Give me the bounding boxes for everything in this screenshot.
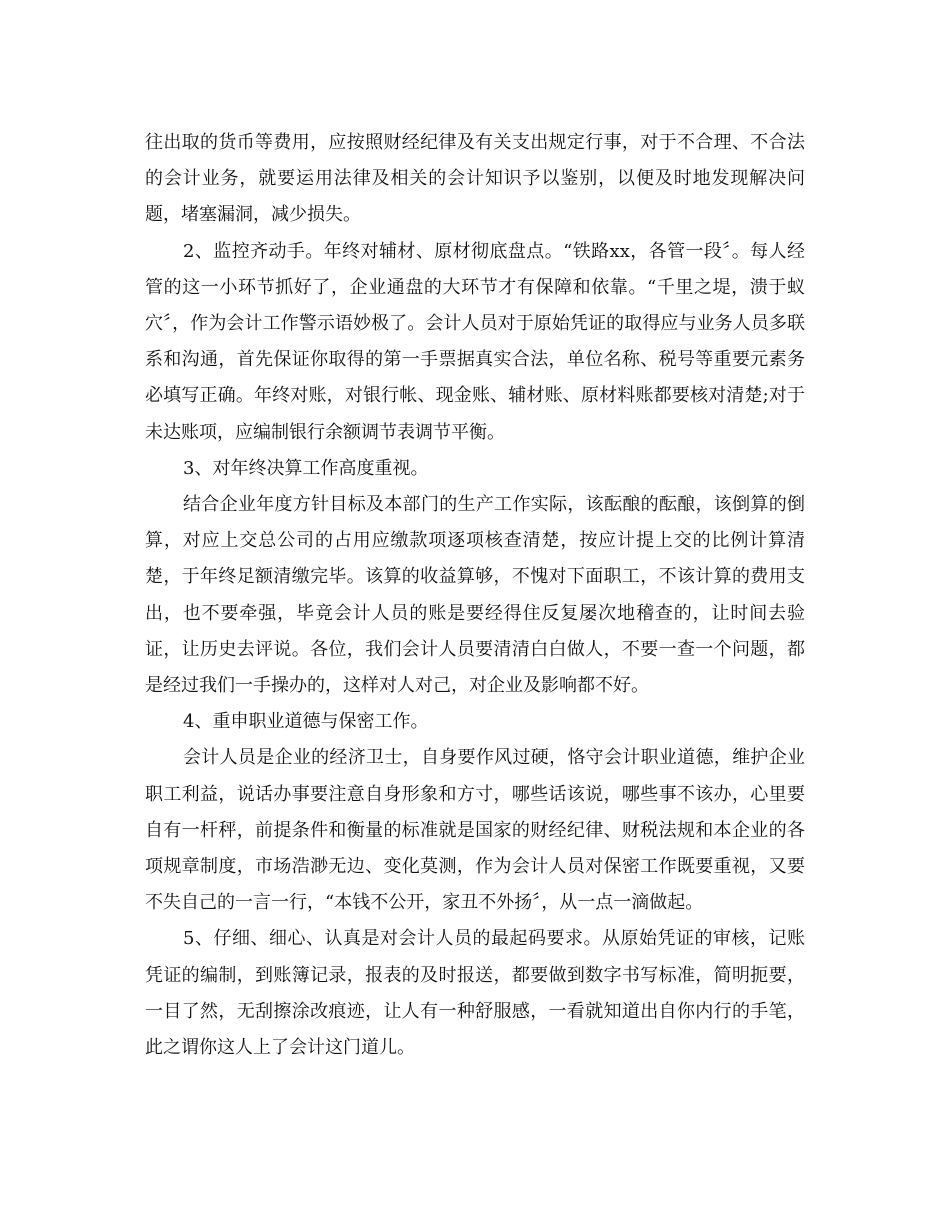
document-body: [145, 125, 805, 1066]
paragraph-item-5: 5、仔细、细心、认真是对会计人员的最起码要求。从原始凭证的审核，记账凭证的编制，到账簿记录，报表的及时报送，都要做到数字书写标准，简明扼要，一目了然，无刮擦涂改痕迹，让人有一种舒服感，一看就知道出自你内行的手笔，此之谓你这人上了会计这门道儿。: [145, 928, 805, 1059]
paragraph-item-2: 2、监控齐动手。年终对辅材、原材彻底盘点。“铁路xx，各管一段〞。每人经管的这一小环节抓好了，企业通盘的大环节才有保障和依靠。“千里之堤，溃于蚁穴〞，作为会计工作警示语妙极了。会计人员对于原始凭证的取得应与业务人员多联系和沟通，首先保证你取得的第一手票据真实合法，单位名称、税号等重要元素务必填写正确。年终对账，对银行帐、现金账、辅材账、原材料账都要核对清楚;对于未达账项，应编制银行余额调节表调节平衡。: [145, 240, 805, 443]
heading-item-3: 3、对年终决算工作高度重视。: [183, 457, 429, 479]
paragraph-continuation: 往出取的货币等费用，应按照财经纪律及有关支出规定行事，对于不合理、不合法的会计业务，就要运用法律及相关的会计知识予以鉴别，以便及时地发现解决问题，堵塞漏洞，减少损失。: [145, 132, 805, 226]
paragraph-item-4-body: 会计人员是企业的经济卫士，自身要作风过硬，恪守会计职业道德，维护企业职工利益，说话办事要注意自身形象和方寸，哪些话该说，哪些事不该办，心里要自有一杆秤，前提条件和衡量的标准就是国家的财经纪律、财税法规和本企业的各项规章制度，市场浩渺无边、变化莫测，作为会计人员对保密工作既要重视，又要不失自己的一言一行，“本钱不公开，家丑不外扬〞，从一点一滴做起。: [145, 747, 805, 914]
paragraph-item-3-body: 结合企业年度方针目标及本部门的生产工作实际，该酝酿的酝酿，该倒算的倒算，对应上交总公司的占用应缴款项逐项核查清楚，按应计提上交的比例计算清楚，于年终足额清缴完毕。该算的收益算够，不愧对下面职工，不该计算的费用支出，也不要牵强，毕竟会计人员的账是要经得住反复屡次地稽查的，让时间去验证，让历史去评说。各位，我们会计人员要清清白白做人，不要一查一个问题，都是经过我们一手操办的，这样对人对己，对企业及影响都不好。: [145, 494, 805, 697]
heading-item-4: 4、重申职业道德与保密工作。: [183, 711, 429, 733]
